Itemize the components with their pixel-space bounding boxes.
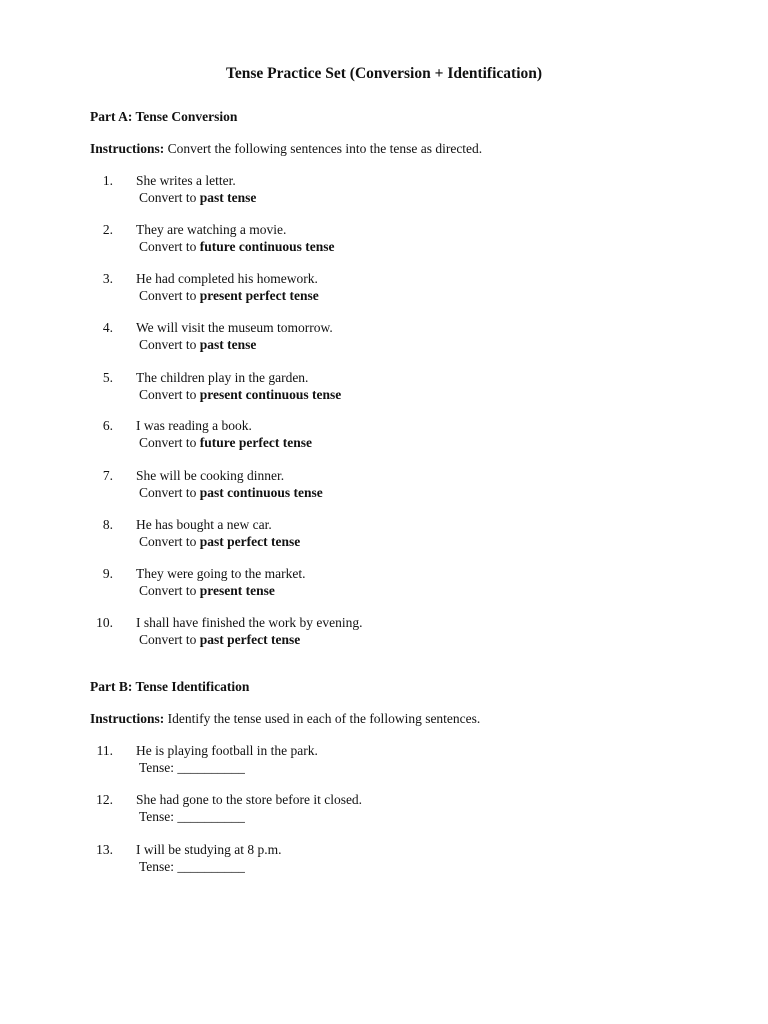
item-number: 8. xyxy=(102,517,113,532)
item-sentence: He has bought a new car. xyxy=(136,517,272,532)
list-item xyxy=(90,417,690,451)
convert-prefix: Convert to xyxy=(139,632,200,647)
part-a-instructions xyxy=(90,140,482,157)
item-sentence: She writes a letter. xyxy=(136,173,236,188)
tense-answer-blank: Tense: __________ xyxy=(139,809,245,824)
tense-answer-blank: Tense: __________ xyxy=(139,760,245,775)
list-item xyxy=(90,516,690,550)
convert-prefix: Convert to xyxy=(139,583,200,598)
list-item xyxy=(90,467,690,501)
list-item xyxy=(90,172,690,206)
item-sentence: She will be cooking dinner. xyxy=(136,468,285,483)
tense-answer-blank: Tense: __________ xyxy=(139,859,245,874)
item-sentence: They were going to the market. xyxy=(136,566,306,581)
item-sentence: They are watching a movie. xyxy=(136,222,287,237)
item-sentence: He had completed his homework. xyxy=(136,271,318,286)
target-tense: past tense xyxy=(199,337,257,352)
list-item xyxy=(90,319,690,353)
list-item xyxy=(90,565,690,599)
item-number: 5. xyxy=(102,370,113,385)
item-sentence: He is playing football in the park. xyxy=(136,743,318,758)
item-number: 9. xyxy=(102,566,113,581)
target-tense: present continuous tense xyxy=(199,387,342,402)
item-number: 4. xyxy=(102,320,113,335)
list-item xyxy=(90,369,690,403)
target-tense: future perfect tense xyxy=(199,435,312,450)
convert-prefix: Convert to xyxy=(139,288,200,303)
instructions-text: Convert the following sentences into the tense as directed. xyxy=(164,141,483,156)
target-tense: present tense xyxy=(199,583,275,598)
list-item xyxy=(90,614,690,648)
item-number: 10. xyxy=(96,615,113,630)
list-item xyxy=(90,221,690,255)
item-number: 7. xyxy=(102,468,113,483)
target-tense: past perfect tense xyxy=(199,534,301,549)
target-tense: past tense xyxy=(199,190,257,205)
item-sentence: The children play in the garden. xyxy=(136,370,309,385)
item-number: 6. xyxy=(102,418,113,433)
convert-prefix: Convert to xyxy=(139,337,200,352)
convert-prefix: Convert to xyxy=(139,485,200,500)
item-sentence: I will be studying at 8 p.m. xyxy=(136,842,282,857)
document-title: Tense Practice Set (Conversion + Identification) xyxy=(225,65,543,82)
instructions-label: Instructions: xyxy=(90,141,165,156)
part-a-heading: Part A: Tense Conversion xyxy=(90,109,238,124)
convert-prefix: Convert to xyxy=(139,387,200,402)
convert-prefix: Convert to xyxy=(139,239,200,254)
list-item xyxy=(90,841,690,875)
item-sentence: I shall have finished the work by evening. xyxy=(136,615,363,630)
target-tense: present perfect tense xyxy=(199,288,319,303)
convert-prefix: Convert to xyxy=(139,435,200,450)
list-item xyxy=(90,270,690,304)
item-number: 12. xyxy=(96,792,113,807)
target-tense: past continuous tense xyxy=(199,485,323,500)
target-tense: past perfect tense xyxy=(199,632,301,647)
part-b-instructions xyxy=(90,710,480,727)
instructions-label: Instructions: xyxy=(90,711,165,726)
item-number: 3. xyxy=(102,271,113,286)
target-tense: future continuous tense xyxy=(199,239,335,254)
list-item xyxy=(90,742,690,776)
item-number: 2. xyxy=(102,222,113,237)
convert-prefix: Convert to xyxy=(139,190,200,205)
item-sentence: She had gone to the store before it closed. xyxy=(136,792,363,807)
item-number: 11. xyxy=(96,743,113,758)
item-number: 1. xyxy=(102,173,113,188)
item-number: 13. xyxy=(96,842,113,857)
instructions-text: Identify the tense used in each of the following sentences. xyxy=(164,711,481,726)
convert-prefix: Convert to xyxy=(139,534,200,549)
item-sentence: We will visit the museum tomorrow. xyxy=(136,320,333,335)
item-sentence: I was reading a book. xyxy=(136,418,252,433)
list-item xyxy=(90,791,690,825)
part-b-heading: Part B: Tense Identification xyxy=(90,679,250,694)
